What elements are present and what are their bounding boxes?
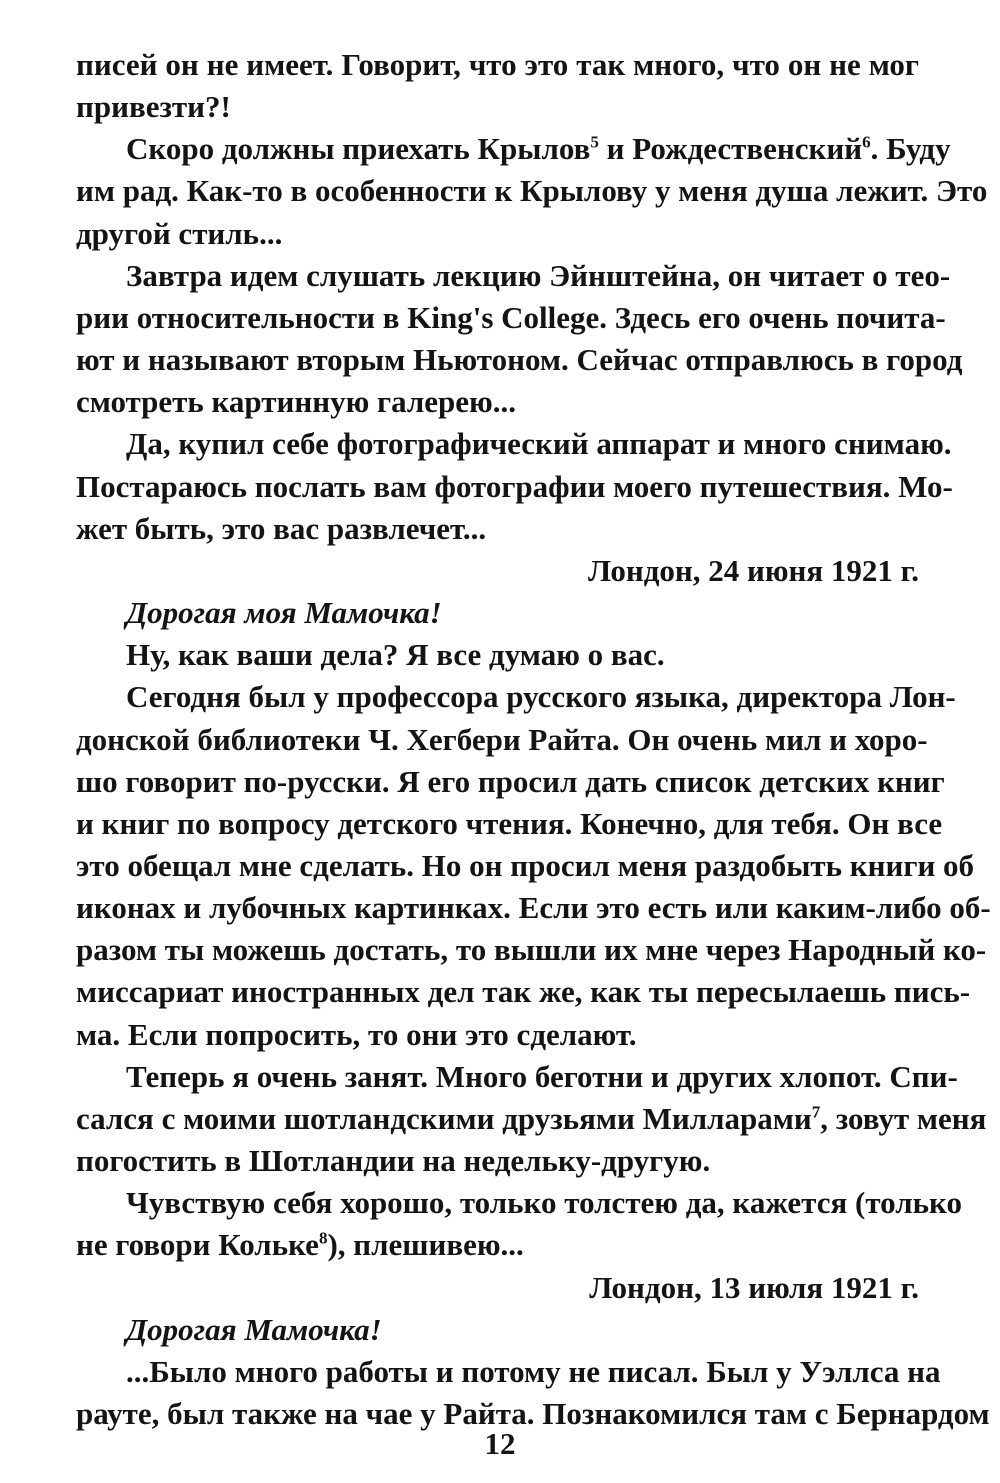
- text-line: миссариат иностранных дел так же, как ты пересылаешь пись-: [76, 974, 971, 1009]
- text-line: Да, купил себе фотографический аппарат и много снимаю.: [126, 426, 952, 461]
- text-fragment: . Буду: [870, 131, 951, 166]
- text-line: ма. Если попросить, то они это сделают.: [76, 1017, 637, 1052]
- text-line: рауте, был также на чае у Райта. Познакомился там с Бернардом: [76, 1396, 990, 1431]
- footnote-ref: 5: [590, 132, 599, 152]
- letter-date: Лондон, 24 июня 1921 г.: [588, 553, 919, 588]
- text-line: Постараюсь послать вам фотографии моего путешествия. Мо-: [76, 469, 953, 504]
- text-line: ют и называют вторым Ньютоном. Сейчас отправлюсь в город: [76, 342, 963, 377]
- text-line: это обещал мне сделать. Но он просил меня раздобыть книги об: [76, 848, 975, 883]
- text-line: Сегодня был у профессора русского языка, директора Лон-: [126, 679, 956, 714]
- text-line: [76, 1226, 919, 1264]
- text-line: [76, 1100, 987, 1138]
- letter-salutation: Дорогая моя Мамочка!: [126, 595, 442, 630]
- text-fragment: сался с моими шотландскими друзьями Милларами: [76, 1101, 812, 1136]
- text-line: Ну, как ваши дела? Я все думаю о вас.: [126, 637, 665, 672]
- text-line: привезти?!: [76, 89, 231, 124]
- footnote-ref: 7: [811, 1102, 821, 1122]
- footnote-ref: 6: [862, 132, 871, 152]
- text-fragment: и Рождественский: [598, 131, 863, 166]
- text-fragment: Скоро должны приехать Крылов: [126, 131, 591, 166]
- page-number: 12: [484, 1426, 516, 1461]
- letter-salutation: Дорогая Мамочка!: [126, 1312, 382, 1347]
- text-fragment: , зовут меня: [820, 1101, 987, 1136]
- text-line: [126, 130, 951, 168]
- text-line: смотреть картинную галерею...: [76, 384, 516, 419]
- text-line: разом ты можешь достать, то вышли их мне через Народный ко-: [76, 932, 987, 967]
- text-line: иконах и лубочных картинках. Если это есть или каким-либо об-: [76, 890, 991, 925]
- text-fragment: ), плешивею...: [327, 1227, 524, 1262]
- text-line: Теперь я очень занят. Много беготни и других хлопот. Спи-: [126, 1059, 958, 1094]
- text-line: Чувствую себя хорошо, только толстею да, кажется (только: [126, 1185, 963, 1220]
- text-line: рии относительности в King's College. Здесь его очень почита-: [76, 300, 946, 335]
- text-fragment: не говори Кольке: [76, 1227, 319, 1262]
- text-line: шо говорит по-русски. Я его просил дать список детских книг: [76, 764, 945, 799]
- text-line: им рад. Как-то в особенности к Крылову у меня душа лежит. Это: [76, 173, 988, 208]
- letter-date: Лондон, 13 июля 1921 г.: [589, 1270, 919, 1305]
- text-line: другой стиль...: [76, 216, 283, 251]
- text-line: погостить в Шотландии на недельку-другую.: [76, 1143, 711, 1178]
- text-line: ...Было много работы и потому не писал. Был у Уэллса на: [126, 1354, 941, 1389]
- text-line: и книг по вопросу детского чтения. Конечно, для тебя. Он все: [76, 806, 943, 841]
- text-line: Завтра идем слушать лекцию Эйнштейна, он читает о тео-: [126, 258, 951, 293]
- text-line: писей он не имеет. Говорит, что это так много, что он не мог: [76, 47, 919, 82]
- footnote-ref: 8: [318, 1228, 328, 1248]
- text-line: донской библиотеки Ч. Хегбери Райта. Он очень мил и хоро-: [76, 722, 928, 757]
- text-line: жет быть, это вас развлечет...: [76, 511, 487, 546]
